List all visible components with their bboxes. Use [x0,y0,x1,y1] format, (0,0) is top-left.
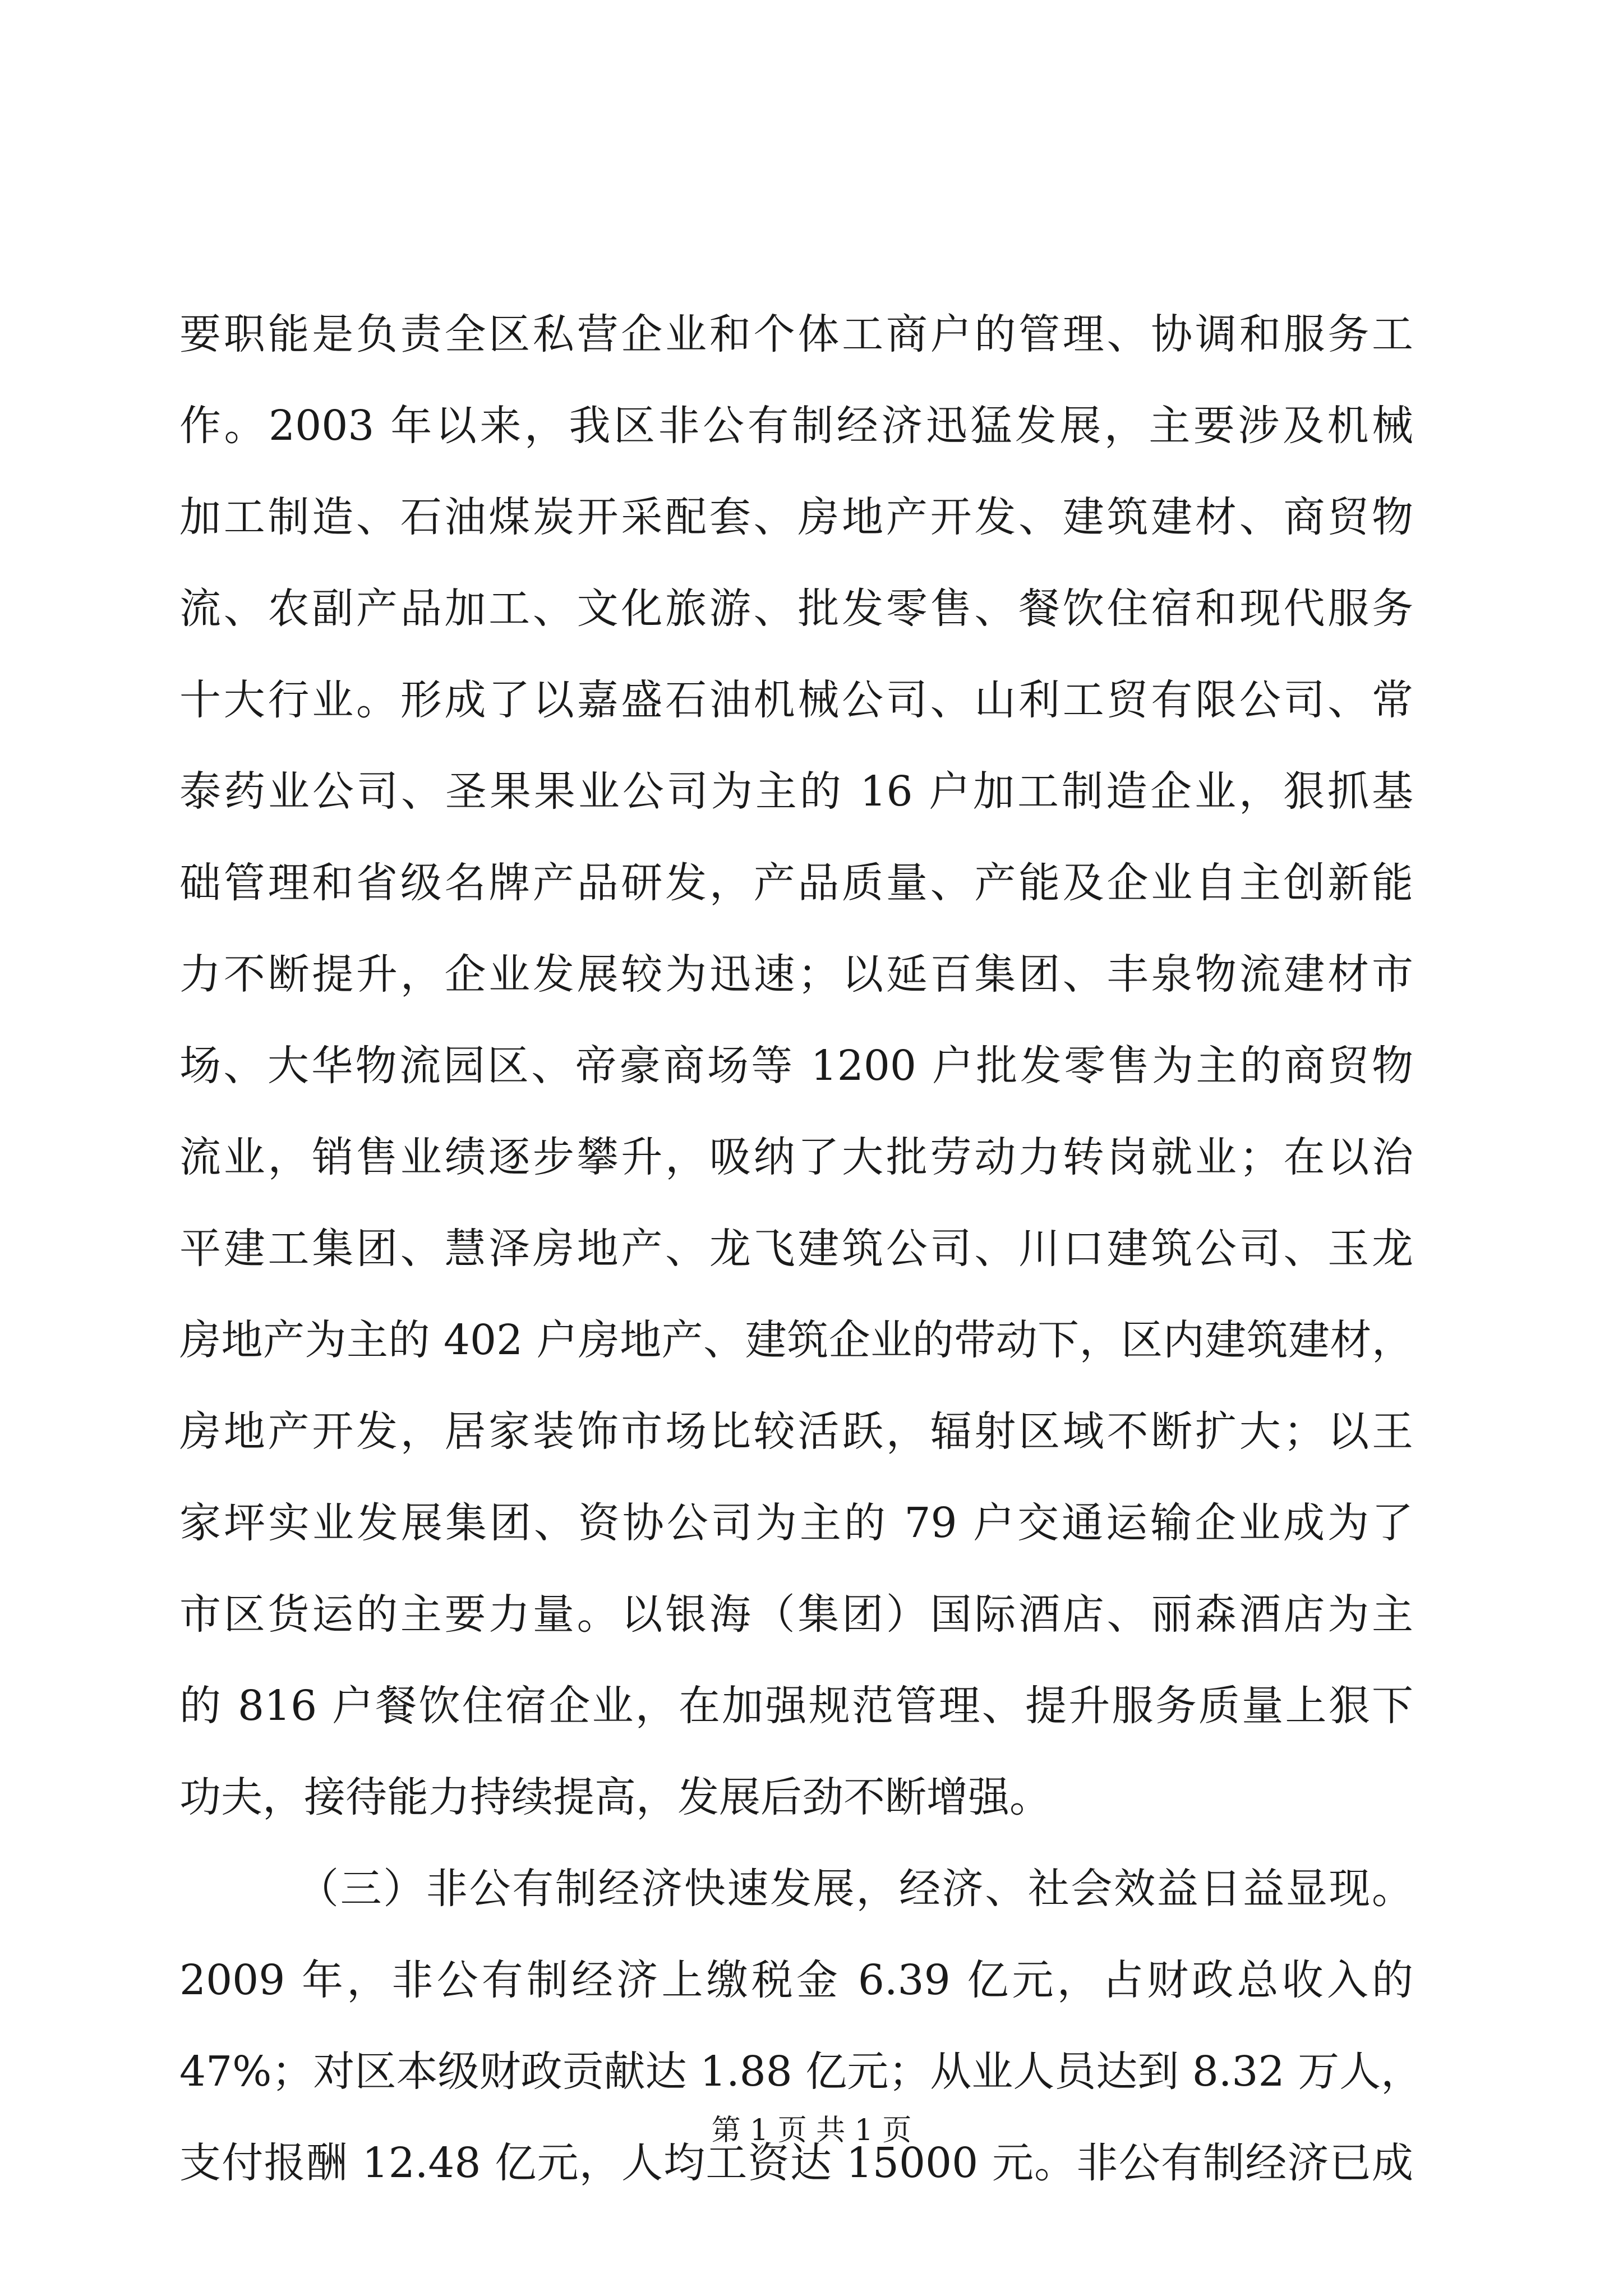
text-line: 场、大华物流园区、帝豪商场等 1200 户批发零售为主的商贸物 [179,1042,1413,1090]
text-line: 功夫，接待能力持续提高，发展后劲不断增强。 [179,1773,1051,1821]
text-line: 房地产为主的 402 户房地产、建筑企业的带动下，区内建筑建材， [179,1316,1413,1364]
body-text [179,289,1423,2209]
text-line: 力不断提升，企业发展较为迅速；以延百集团、丰泉物流建材市 [179,950,1413,999]
text-line: 流业，销售业绩逐步攀升，吸纳了大批劳动力转岗就业；在以治 [179,1133,1413,1181]
page-footer: 第 1 页 共 1 页 [711,2114,912,2147]
text-line: 房地产开发，居家装饰市场比较活跃，辐射区域不断扩大；以王 [179,1407,1413,1456]
text-line: 泰药业公司、圣果果业公司为主的 16 户加工制造企业，狠抓基 [179,767,1413,816]
section-heading-line: （三）非公有制经济快速发展，经济、社会效益日益显现。 [297,1865,1413,1913]
text-line: 支付报酬 12.48 亿元，人均工资达 15000 元。非公有制经济已成 [179,2139,1413,2187]
text-line: 2009 年，非公有制经济上缴税金 6.39 亿元，占财政总收入的 [179,1956,1413,2004]
text-line: 家坪实业发展集团、资协公司为主的 79 户交通运输企业成为了 [179,1499,1413,1547]
text-line: 市区货运的主要力量。以银海（集团）国际酒店、丽森酒店为主 [179,1590,1413,1639]
text-line: 平建工集团、慧泽房地产、龙飞建筑公司、川口建筑公司、玉龙 [179,1225,1413,1273]
text-line: 加工制造、石油煤炭开采配套、房地产开发、建筑建材、商贸物 [179,493,1413,541]
text-line: 要职能是负责全区私营企业和个体工商户的管理、协调和服务工 [179,310,1413,358]
text-line: 47%；对区本级财政贡献达 1.88 亿元；从业人员达到 8.32 万人， [179,2047,1423,2096]
text-line: 流、农副产品加工、文化旅游、批发零售、餐饮住宿和现代服务 [179,585,1413,633]
text-line: 作。2003 年以来，我区非公有制经济迅猛发展，主要涉及机械 [179,402,1413,450]
text-line: 础管理和省级名牌产品研发，产品质量、产能及企业自主创新能 [179,859,1413,907]
text-line: 十大行业。形成了以嘉盛石油机械公司、山利工贸有限公司、常 [179,676,1413,724]
text-line: 的 816 户餐饮住宿企业，在加强规范管理、提升服务质量上狠下 [179,1682,1413,1730]
